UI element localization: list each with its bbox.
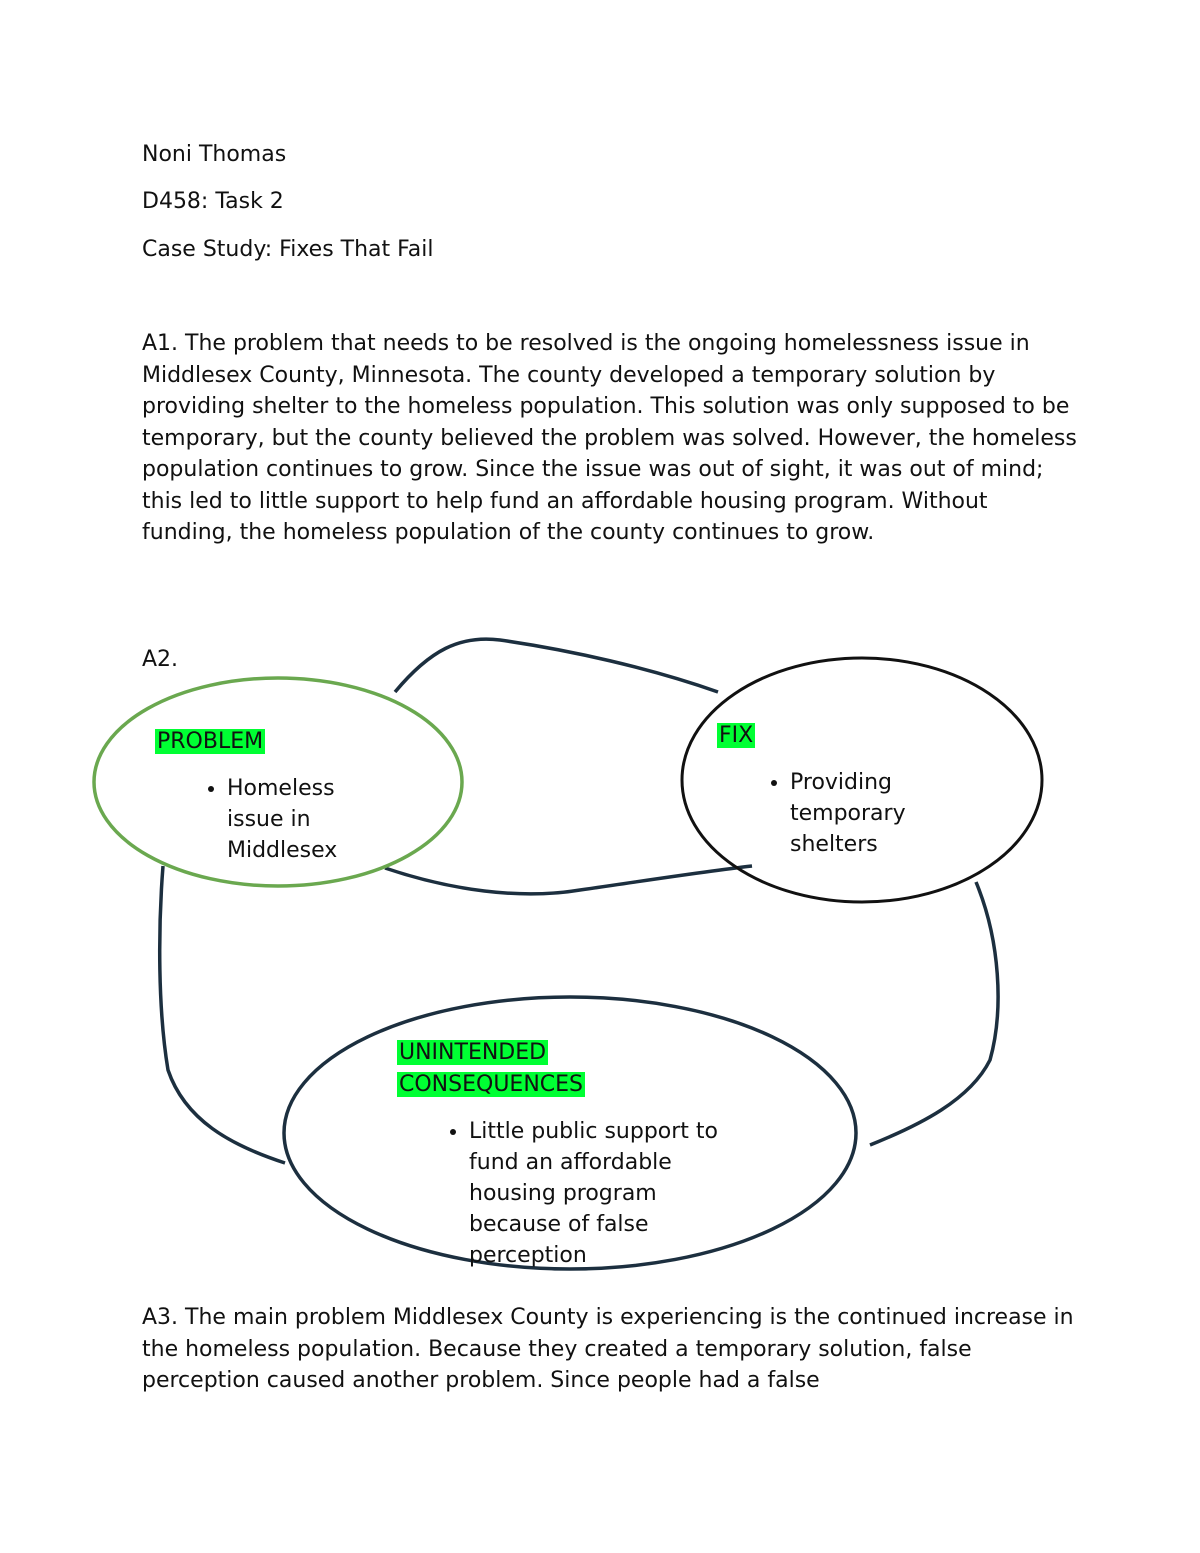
section-a3-paragraph: A3. The main problem Middlesex County is experiencing is the continued increase in the homeless population. Because they created a temporary solution, false perception caused another problem. Since people had a false [142,1305,1074,1393]
fix-title-text: FIX [719,723,754,748]
fix-bullet-list [748,767,948,860]
fix-bullet-item: • Providing temporary shelters [790,767,948,860]
problem-bullet-list [185,773,385,866]
connector-problem-to-consequences [160,866,285,1163]
consequences-bullet-item: • Little public support to fund an affordable housing program because of false perception [469,1116,747,1271]
course-title: D458: Task 2 [142,189,284,214]
connector-problem-to-fix-bottom [385,866,752,894]
problem-title [155,726,265,758]
author-name: Noni Thomas [142,142,287,167]
section-a1-paragraph: A1. The problem that needs to be resolved is the ongoing homelessness issue in Middlesex County, Minnesota. The county developed a temporary solution by providing shelter to the homeless population. This solution was only supposed to be temporary, but the county believed the problem was solved. However, the homeless population continues to grow. Since the issue was out of sight, it was out of mind; this led to little support to help fund an affordable housing program. Without funding, the homeless population of the county continues to grow. [142,331,1077,545]
connector-problem-to-fix-top [395,639,718,692]
consequences-title-line2: CONSEQUENCES [399,1072,584,1097]
connector-fix-to-consequences [870,882,998,1145]
consequences-bullet-list [427,1116,747,1271]
problem-bullet-item: • Homeless issue in Middlesex [227,773,385,866]
case-study-title: Case Study: Fixes That Fail [142,237,434,262]
section-a2-label: A2. [142,647,179,672]
problem-bullet-box [185,773,385,863]
problem-title-text: PROBLEM [157,729,264,754]
consequences-bullet-box [427,1116,747,1278]
fix-title [717,720,755,752]
consequences-title [397,1037,585,1101]
consequences-title-line1: UNINTENDED [399,1040,547,1065]
fix-bullet-box [748,767,948,857]
